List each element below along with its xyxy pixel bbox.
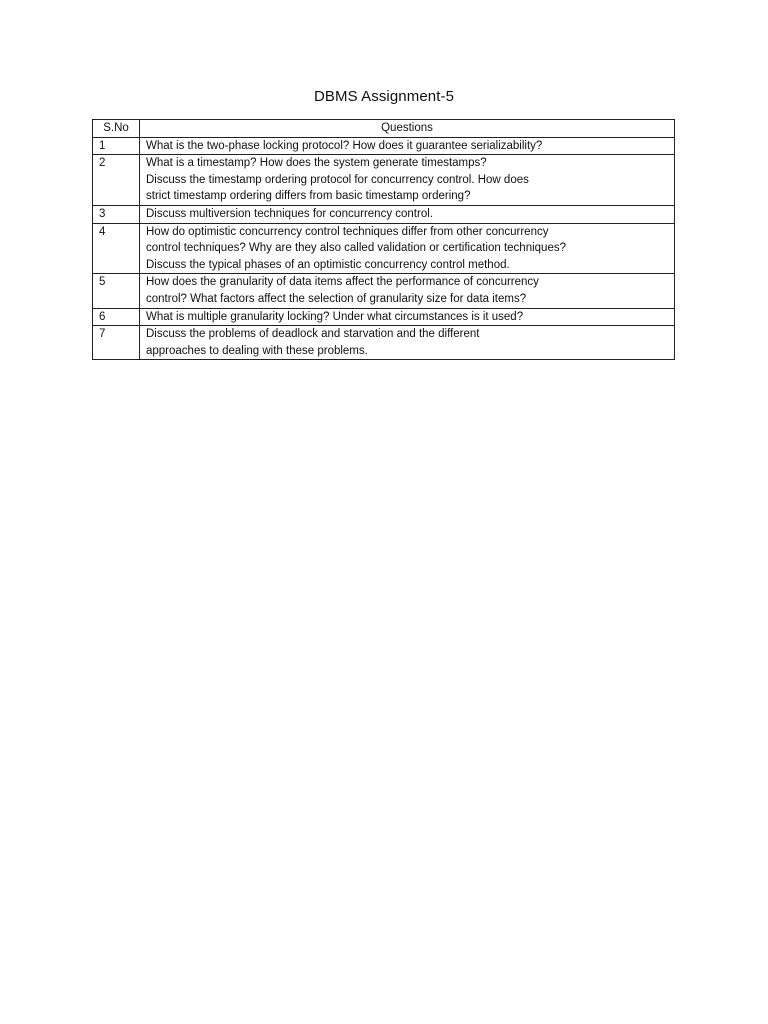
header-sno: S.No (93, 120, 140, 138)
row-sno: 5 (93, 274, 140, 308)
row-question (140, 274, 675, 308)
header-questions: Questions (140, 120, 675, 138)
table-header-row (93, 120, 675, 138)
row-question (140, 308, 675, 326)
question-line: Discuss multiversion techniques for concurrency control. (146, 207, 433, 220)
row-question (140, 223, 675, 274)
row-sno: 3 (93, 205, 140, 223)
row-question (140, 205, 675, 223)
questions-table (92, 119, 675, 360)
question-line: What is the two-phase locking protocol? How does it guarantee serializability? (146, 139, 543, 152)
table-row (93, 137, 675, 155)
question-line: Discuss the typical phases of an optimistic concurrency control method. (146, 258, 510, 271)
table-row (93, 274, 675, 308)
question-line: How do optimistic concurrency control techniques differ from other concurrency (146, 225, 549, 238)
question-line: What is a timestamp? How does the system generate timestamps? (146, 157, 487, 170)
table-row (93, 223, 675, 274)
table-row (93, 155, 675, 206)
row-sno: 1 (93, 137, 140, 155)
table-row (93, 308, 675, 326)
document-title: DBMS Assignment-5 (313, 88, 455, 105)
question-line: Discuss the timestamp ordering protocol for concurrency control. How does (146, 173, 529, 186)
question-line: strict timestamp ordering differs from basic timestamp ordering? (146, 190, 471, 203)
row-sno: 4 (93, 223, 140, 274)
row-question (140, 137, 675, 155)
question-line: control? What factors affect the selection of granularity size for data items? (146, 292, 527, 305)
row-question (140, 155, 675, 206)
row-sno: 6 (93, 308, 140, 326)
question-line: Discuss the problems of deadlock and starvation and the different (146, 328, 480, 341)
question-line: What is multiple granularity locking? Under what circumstances is it used? (146, 310, 524, 323)
question-line: approaches to dealing with these problems. (146, 344, 368, 357)
row-question (140, 326, 675, 360)
table-row (93, 205, 675, 223)
question-line: control techniques? Why are they also called validation or certification techniques? (146, 242, 566, 255)
row-sno: 7 (93, 326, 140, 360)
question-line: How does the granularity of data items affect the performance of concurrency (146, 276, 539, 289)
table-row (93, 326, 675, 360)
row-sno: 2 (93, 155, 140, 206)
